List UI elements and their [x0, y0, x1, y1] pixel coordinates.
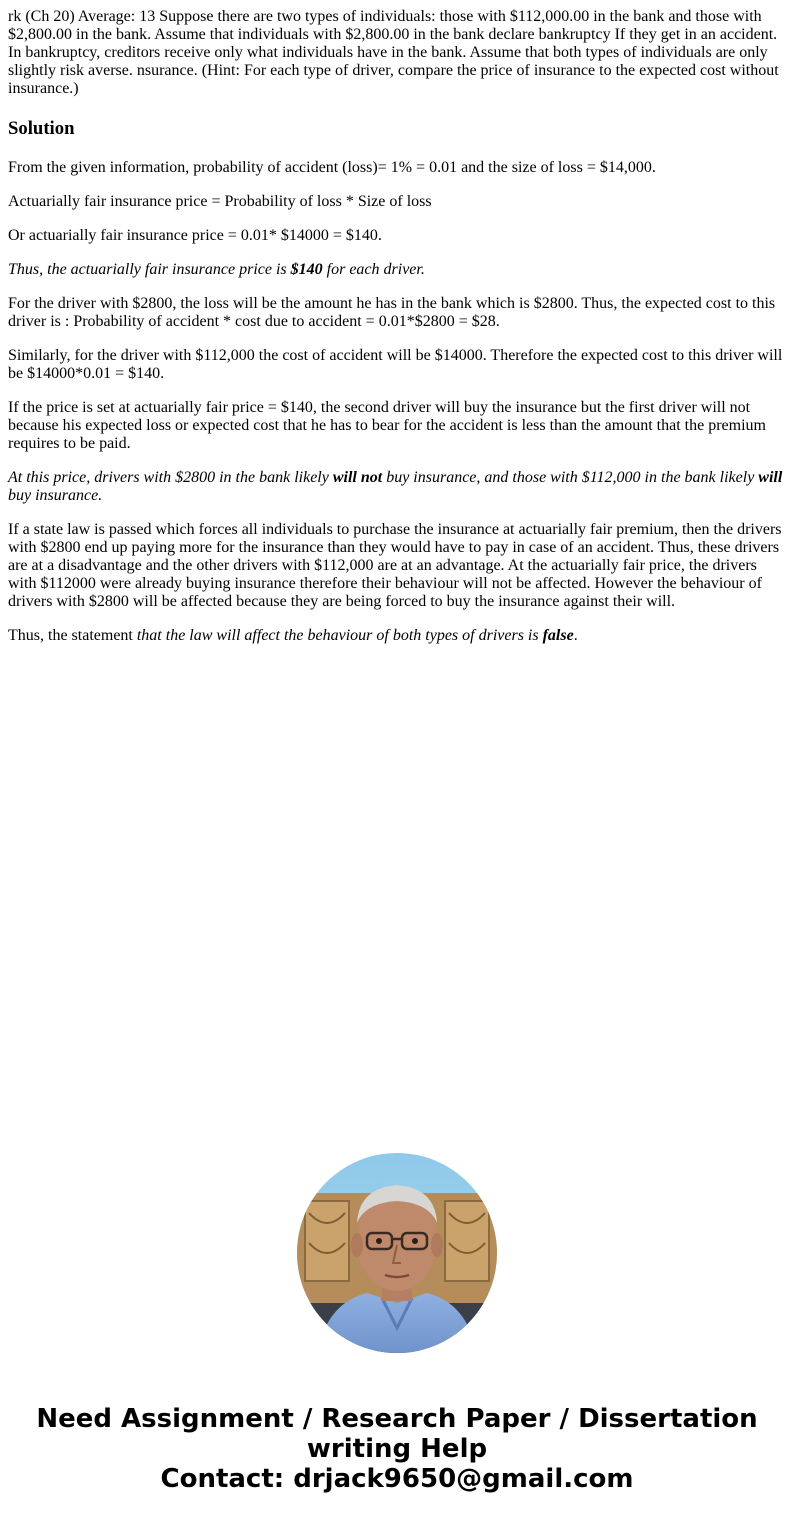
will-emphasis: will: [758, 469, 783, 486]
solution-paragraph-9: If a state law is passed which forces all individuals to purchase the insurance at actuarially fair premium, then the drivers with $2800 end up paying more for the insurance than they would have to pay in case of an accident. Thus, these drivers are at a disadvantage and the other drivers with $112,000 are at an advantage. At the actuarially fair price, the drivers with $112000 were already buying insurance therefore their behaviour will not be affected. However the behaviour of drivers with $2800 will be affected because they are being forced to buy the insurance against their will.: [8, 521, 782, 610]
p8-text-e: buy insurance.: [8, 487, 103, 504]
promo-line-1: Need Assignment / Research Paper / Dissertation: [36, 1404, 758, 1434]
promo-contact: Contact: drjack9650@gmail.com: [160, 1464, 634, 1494]
false-emphasis: false: [542, 627, 574, 644]
solution-paragraph-7: If the price is set at actuarially fair price = $140, the second driver will buy the insurance but the first driver will not because his expected loss or expected cost that he has to bear for the accident is less than the amount that the premium requires to be paid.: [8, 399, 766, 452]
solution-paragraph-6: Similarly, for the driver with $112,000 the cost of accident will be $14000. Therefore the expected cost to this driver will be $14000*0.01 = $140.: [8, 347, 783, 382]
solution-paragraph-4: [8, 261, 786, 279]
promo-banner: [0, 1404, 794, 1494]
p8-text-c: buy insurance, and those with $112,000 in the bank likely: [382, 469, 759, 486]
will-not-emphasis: will not: [332, 469, 383, 486]
author-photo-icon: [297, 1153, 497, 1353]
solution-paragraph-5: For the driver with $2800, the loss will be the amount he has in the bank which is $2800. Thus, the expected cost to this driver is : Probability of accident * cost due to accident = 0.01*$2800 = $28.: [8, 295, 776, 330]
p4-text-c: for each driver.: [322, 261, 425, 278]
solution-paragraph-8: [8, 469, 786, 505]
document-body: [0, 0, 794, 645]
solution-heading: Solution: [8, 118, 75, 139]
question-text: rk (Ch 20) Average: 13 Suppose there are two types of individuals: those with $112,000.00 in the bank and those with $2,800.00 in the bank. Assume that individuals with $2,800.00 in the bank declare bankruptcy If they get in an accident. In bankruptcy, creditors receive only what individuals have in the bank. Assume that both types of individuals are only slightly risk averse. nsurance. (Hint: For each type of driver, compare the price of insurance to the expected cost without insurance.): [8, 8, 779, 97]
fair-price-value: $140: [290, 261, 323, 278]
p4-text-a: Thus, the actuarially fair insurance price is: [8, 261, 291, 278]
p8-text-a: At this price, drivers with $2800 in the bank likely: [8, 469, 333, 486]
solution-paragraph-1: From the given information, probability of accident (loss)= 1% = 0.01 and the size of loss = $14,000.: [8, 159, 656, 176]
p10-text-a: Thus, the statement: [8, 627, 137, 644]
solution-paragraph-10: [8, 627, 786, 645]
promo-line-2: writing Help: [306, 1434, 488, 1464]
solution-paragraph-2: Actuarially fair insurance price = Probability of loss * Size of loss: [8, 193, 432, 210]
p10-text-d: .: [573, 627, 578, 644]
p10-text-b: that the law will affect the behaviour of both types of drivers is: [136, 627, 543, 644]
solution-paragraph-3: Or actuarially fair insurance price = 0.01* $14000 = $140.: [8, 227, 382, 244]
